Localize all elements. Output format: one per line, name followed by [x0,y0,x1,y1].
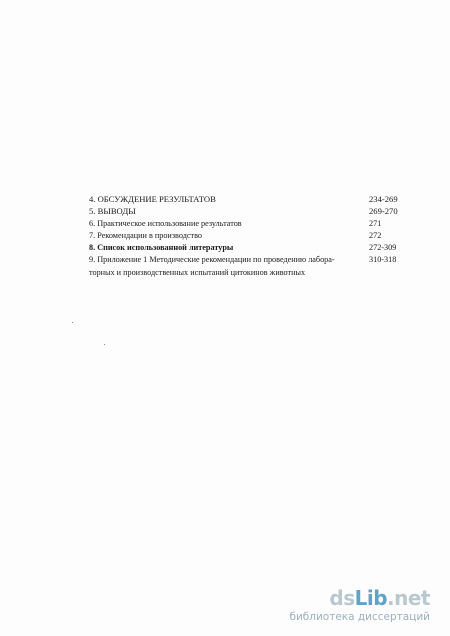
watermark-subtitle: библиотека диссертаций [289,611,430,623]
toc-item-9-continuation: торных и производственных испытаний цитокинов животных [89,267,306,277]
dslib-watermark [286,586,436,626]
scan-speck [72,322,73,323]
toc-item-7 [89,230,409,242]
toc-item-title: 8. Список использованной литературы [89,243,234,253]
toc-item-6 [89,218,409,230]
toc-item-5 [89,205,409,217]
toc-item-pages: 269-270 [369,206,398,217]
watermark-logo [329,586,430,610]
table-of-contents [89,193,409,278]
watermark-logo-lib: Lib [354,586,388,610]
toc-item-title: 4. ОБСУЖДЕНИЕ РЕЗУЛЬТАТОВ [89,194,216,204]
toc-item-4 [89,193,409,205]
watermark-logo-ds: ds [329,586,355,610]
toc-item-pages: 272-309 [369,243,397,253]
toc-item-title: 7. Рекомендации в производство [89,230,203,240]
toc-item-pages: 310-318 [369,255,397,265]
scan-speck [104,344,105,345]
toc-item-title: 9. Приложение 1 Методические рекомендации по проведению лабора- [89,255,335,265]
toc-item-title: 5. ВЫВОДЫ [89,206,136,217]
toc-item-9 [89,254,409,266]
toc-item-pages: 272 [369,230,382,240]
toc-item-pages: 234-269 [369,194,398,204]
toc-item-title: 6. Практическое использование результатов [89,218,242,228]
toc-item-pages: 271 [369,218,382,228]
watermark-logo-net: .net [387,586,430,610]
toc-item-8 [89,242,409,254]
